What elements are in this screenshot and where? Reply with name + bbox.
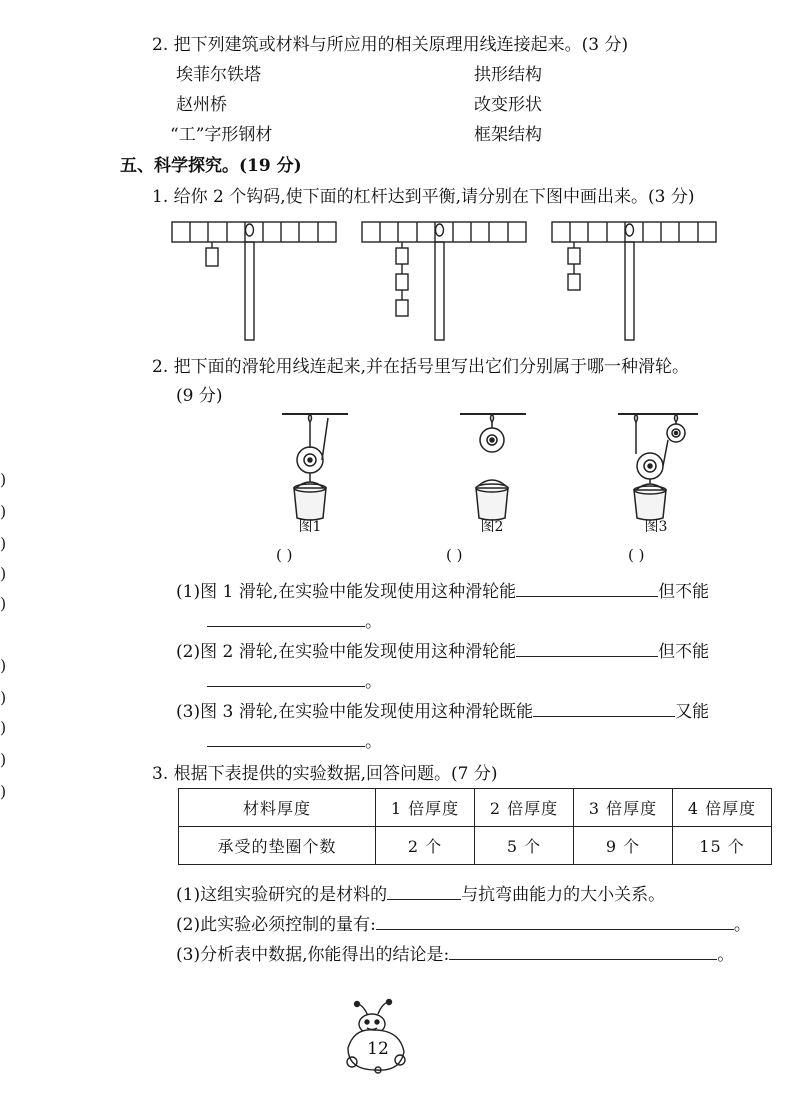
left-item-steel[interactable]: “工”字形钢材 xyxy=(170,125,273,145)
margin-mark: ) xyxy=(0,594,7,613)
table-question-title: 3. 根据下表提供的实验数据,回答问题。(7 分) xyxy=(152,764,498,784)
pulley-blank-3b[interactable] xyxy=(207,728,365,747)
pulley-statement-3-text: (3)图 3 滑轮,在实验中能发现使用这种滑轮既能 xyxy=(176,702,534,722)
lever-diagram-3[interactable] xyxy=(552,220,718,342)
table-statement-1-tail: 与抗弯曲能力的大小关系。 xyxy=(461,885,666,905)
lever-diagram-2[interactable] xyxy=(362,220,528,342)
pulley-answer-paren-3[interactable]: ( ) xyxy=(628,546,645,564)
pulley-blank-2a[interactable] xyxy=(516,638,658,657)
right-item-shape[interactable]: 改变形状 xyxy=(474,95,542,115)
margin-mark: ) xyxy=(0,656,7,675)
pulley-statement-1-line2 xyxy=(207,607,382,632)
pulley-question-score: (9 分) xyxy=(176,386,223,406)
pulley-statement-2-tail: 但不能 xyxy=(658,642,710,662)
table-statement-2 xyxy=(176,910,751,935)
pulley-statement-1-text: (1)图 1 滑轮,在实验中能发现使用这种滑轮能 xyxy=(176,582,517,602)
pulley-statement-1-tail: 但不能 xyxy=(658,582,710,602)
pulley-blank-2b[interactable] xyxy=(207,668,365,687)
table-statement-1 xyxy=(176,880,665,905)
right-item-arch[interactable]: 拱形结构 xyxy=(474,65,542,85)
pulley-statement-2 xyxy=(176,637,709,662)
left-item-zhaozhou[interactable]: 赵州桥 xyxy=(176,95,227,115)
lever-diagram-1[interactable] xyxy=(172,220,338,342)
q2-title: 2. 把下列建筑或材料与所应用的相关原理用线连接起来。(3 分) xyxy=(152,35,629,55)
table-header-cell: 材料厚度 xyxy=(179,789,376,827)
q1-title: 1. 给你 2 个钩码,使下面的杠杆达到平衡,请分别在下图中画出来。(3 分) xyxy=(152,187,695,207)
margin-mark: ) xyxy=(0,688,7,707)
pulley-statement-3-tail: 又能 xyxy=(675,702,710,722)
table-cell: 承受的垫圈个数 xyxy=(179,827,376,865)
table-statement-3 xyxy=(176,940,734,965)
table-statement-2-text: (2)此实验必须控制的量有: xyxy=(176,915,376,935)
pulley-statement-2-text: (2)图 2 滑轮,在实验中能发现使用这种滑轮能 xyxy=(176,642,517,662)
page-number-badge xyxy=(338,1000,420,1074)
table-blank-2[interactable] xyxy=(376,911,734,930)
pulley-answer-paren-1[interactable]: ( ) xyxy=(276,546,293,564)
margin-mark: ) xyxy=(0,470,7,489)
table-row xyxy=(179,827,772,865)
pulley-figure-2-label: 图2 xyxy=(480,519,504,535)
table-statement-3-end: 。 xyxy=(717,945,735,965)
table-statement-3-text: (3)分析表中数据,你能得出的结论是: xyxy=(176,945,450,965)
section5-title: 五、科学探究。(19 分) xyxy=(120,156,302,176)
pulley-statement-2-end: 。 xyxy=(365,672,382,692)
margin-mark: ) xyxy=(0,718,7,737)
pulley-statement-3-line2 xyxy=(207,727,382,752)
pulley-figure-3[interactable] xyxy=(614,408,714,535)
pulley-question-title: 2. 把下面的滑轮用线连起来,并在括号里写出它们分别属于哪一种滑轮。 xyxy=(152,357,690,377)
table-statement-1-text: (1)这组实验研究的是材料的 xyxy=(176,885,388,905)
pulley-statement-2-line2 xyxy=(207,667,382,692)
pulley-statement-3 xyxy=(176,697,709,722)
left-item-eiffel[interactable]: 埃菲尔铁塔 xyxy=(176,65,261,85)
table-cell: 5 个 xyxy=(475,827,574,865)
pulley-figure-3-label: 图3 xyxy=(644,519,668,535)
table-header-cell: 1 倍厚度 xyxy=(376,789,475,827)
margin-mark: ) xyxy=(0,782,7,801)
experiment-data-table xyxy=(178,788,772,865)
pulley-figure-1[interactable] xyxy=(270,408,360,535)
table-header-cell: 4 倍厚度 xyxy=(673,789,772,827)
table-cell: 9 个 xyxy=(574,827,673,865)
margin-mark: ) xyxy=(0,534,7,553)
pulley-statement-1 xyxy=(176,577,709,602)
table-header-row xyxy=(179,789,772,827)
pulley-blank-1a[interactable] xyxy=(516,578,658,597)
pulley-statement-1-end: 。 xyxy=(365,612,382,632)
pulley-blank-1b[interactable] xyxy=(207,608,365,627)
table-header-cell: 2 倍厚度 xyxy=(475,789,574,827)
table-header-cell: 3 倍厚度 xyxy=(574,789,673,827)
table-blank-1[interactable] xyxy=(387,881,461,900)
pulley-figure-2[interactable] xyxy=(446,408,536,535)
margin-mark: ) xyxy=(0,564,7,583)
table-cell: 2 个 xyxy=(376,827,475,865)
pulley-blank-3a[interactable] xyxy=(533,698,675,717)
table-cell: 15 个 xyxy=(673,827,772,865)
table-statement-2-end: 。 xyxy=(733,915,751,935)
pulley-answer-paren-2[interactable]: ( ) xyxy=(446,546,463,564)
page-number: 12 xyxy=(367,1039,389,1059)
table-blank-3[interactable] xyxy=(449,941,717,960)
pulley-statement-3-end: 。 xyxy=(365,732,382,752)
pulley-figure-1-label: 图1 xyxy=(298,519,322,535)
right-item-frame[interactable]: 框架结构 xyxy=(474,125,542,145)
margin-mark: ) xyxy=(0,750,7,769)
margin-mark: ) xyxy=(0,502,7,521)
